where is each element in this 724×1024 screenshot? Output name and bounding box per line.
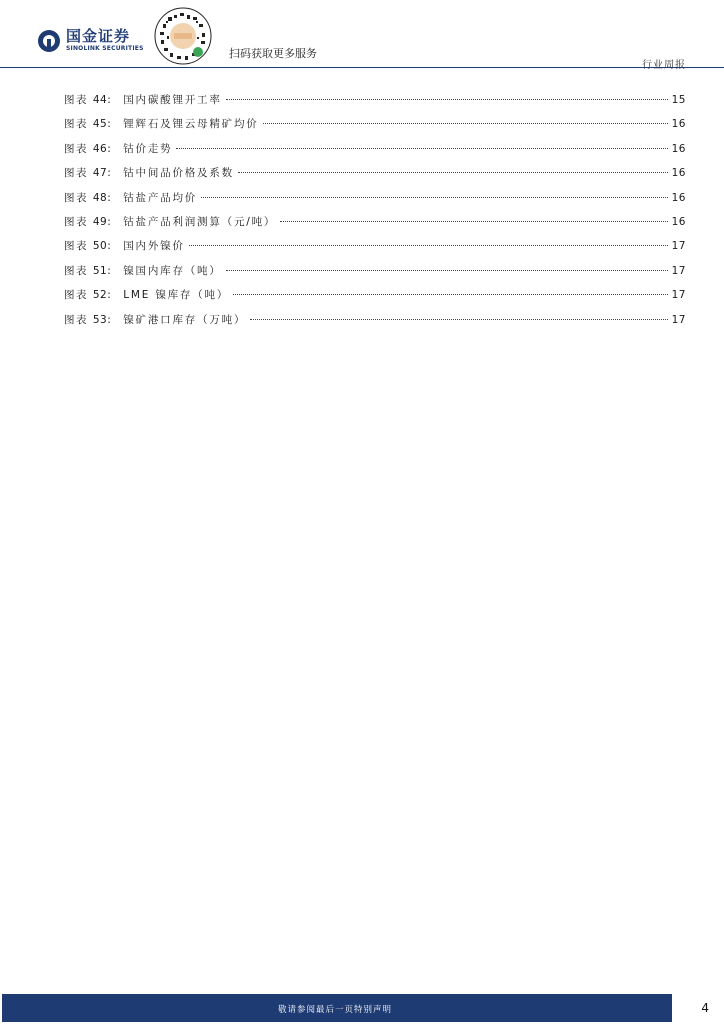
toc-figure-label	[64, 190, 111, 205]
toc-figure-prefix: 图表	[64, 167, 88, 180]
toc-figure-prefix: 图表	[64, 289, 88, 302]
toc-entry[interactable]	[64, 287, 686, 311]
toc-figure-label	[64, 141, 111, 156]
toc-figure-number: 48:	[92, 191, 112, 204]
toc-dot-leader	[189, 245, 668, 246]
toc-dot-leader	[238, 172, 668, 173]
toc-figure-number: 52:	[92, 289, 112, 302]
toc-figure-label	[64, 165, 111, 180]
toc-figure-prefix: 图表	[64, 118, 88, 131]
toc-figure-title: 钴盐产品利润测算（元/吨）	[123, 215, 277, 228]
toc-figure-title: 钴盐产品均价	[123, 191, 198, 204]
toc-figure-label	[64, 214, 111, 229]
toc-dot-leader	[226, 99, 668, 100]
toc-entry[interactable]	[64, 214, 686, 238]
toc-figure-number: 46:	[92, 142, 112, 155]
toc-figure-label	[64, 287, 111, 302]
logo-chinese-name: 国金证券	[66, 27, 131, 45]
toc-figure-title: LME 镍库存（吨）	[123, 289, 230, 302]
toc-figure-label	[64, 116, 111, 131]
toc-page-number: 17	[671, 240, 686, 253]
header-divider	[0, 67, 724, 68]
toc-figure-number: 47:	[92, 167, 112, 180]
toc-figure-number: 49:	[92, 215, 112, 228]
toc-figure-label	[64, 238, 111, 253]
toc-figure-number: 44:	[92, 94, 112, 106]
toc-figure-number: 53:	[92, 313, 112, 326]
toc-figure-prefix: 图表	[64, 215, 88, 228]
toc-figure-prefix: 图表	[64, 142, 88, 155]
toc-page-number: 17	[671, 264, 686, 277]
page-footer	[0, 994, 724, 1024]
toc-figure-prefix: 图表	[64, 264, 88, 277]
toc-figure-number: 51:	[92, 264, 112, 277]
sinolink-logo-icon	[38, 30, 60, 52]
toc-page-number: 16	[671, 191, 686, 204]
toc-figure-title: 钴价走势	[123, 142, 173, 155]
toc-entry[interactable]	[64, 238, 686, 262]
toc-dot-leader	[176, 148, 667, 149]
toc-figure-prefix: 图表	[64, 240, 88, 253]
toc-dot-leader	[226, 270, 668, 271]
toc-dot-leader	[233, 294, 667, 295]
logo-english-name: SINOLINK SECURITIES	[66, 45, 144, 52]
toc-page-number: 16	[671, 142, 686, 155]
toc-dot-leader	[201, 197, 668, 198]
figure-list	[64, 92, 686, 336]
toc-figure-title: 镍矿港口库存（万吨）	[123, 313, 247, 326]
toc-figure-number: 50:	[92, 240, 112, 253]
toc-page-number: 17	[671, 289, 686, 302]
toc-entry[interactable]	[64, 263, 686, 287]
company-logo	[38, 29, 144, 52]
toc-dot-leader	[263, 123, 668, 124]
scan-for-services-text: 扫码获取更多服务	[229, 47, 317, 60]
toc-page-number: 16	[671, 215, 686, 228]
page-number: 4	[701, 1001, 709, 1015]
toc-entry[interactable]	[64, 141, 686, 165]
toc-entry[interactable]	[64, 190, 686, 214]
toc-figure-title: 国内碳酸锂开工率	[123, 94, 222, 106]
toc-figure-prefix: 图表	[64, 94, 88, 106]
toc-figure-prefix: 图表	[64, 313, 88, 326]
toc-figure-title: 钴中间品价格及系数	[123, 167, 234, 180]
toc-figure-label	[64, 92, 111, 107]
toc-entry[interactable]	[64, 116, 686, 140]
disclaimer-note: 敬请参阅最后一页特别声明	[277, 1005, 392, 1015]
report-type-label: 行业周报	[642, 60, 686, 71]
qr-code-icon[interactable]	[154, 7, 212, 65]
toc-dot-leader	[250, 319, 667, 320]
toc-figure-title: 镍国内库存（吨）	[123, 264, 222, 277]
toc-page-number: 17	[671, 313, 686, 326]
toc-figure-label	[64, 263, 111, 278]
toc-entry[interactable]	[64, 165, 686, 189]
toc-dot-leader	[280, 221, 667, 222]
toc-figure-label	[64, 312, 111, 327]
toc-page-number: 15	[671, 94, 686, 106]
toc-figure-title: 锂辉石及锂云母精矿均价	[123, 118, 259, 131]
toc-page-number: 16	[671, 118, 686, 131]
toc-entry[interactable]	[64, 92, 686, 116]
toc-figure-number: 45:	[92, 118, 112, 131]
toc-figure-title: 国内外镍价	[123, 240, 185, 253]
toc-figure-prefix: 图表	[64, 191, 88, 204]
toc-page-number: 16	[671, 167, 686, 180]
toc-entry[interactable]	[64, 312, 686, 336]
